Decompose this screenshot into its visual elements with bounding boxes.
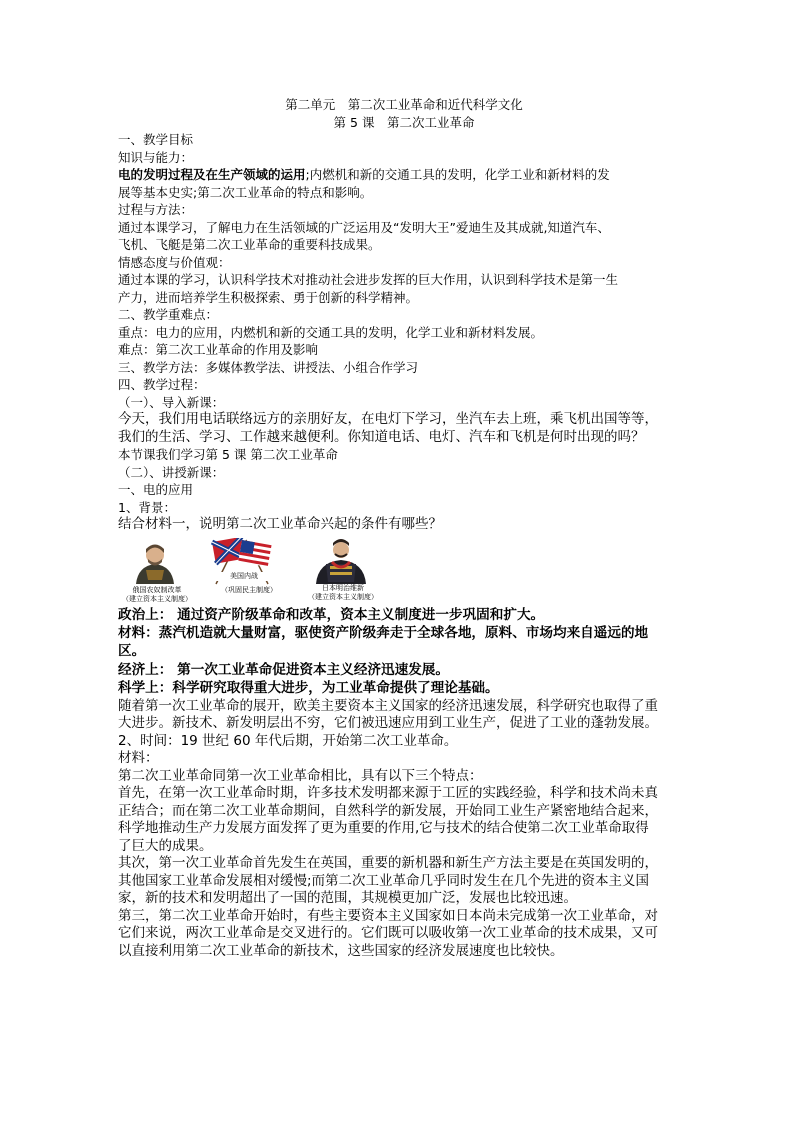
bold-paragraph-line: 材料：蒸汽机造就大量财富，驱使资产阶级奔走于全球各地，原料、市场均来自遥远的地 — [118, 624, 649, 641]
meiji-emperor-portrait — [314, 532, 368, 584]
paragraph-line: 今天，我们用电话联络远方的亲朋好友，在电灯下学习，坐汽车去上班，乘飞机出国等等， — [118, 411, 658, 427]
paragraph-line: 难点：第二次工业革命的作用及影响 — [118, 342, 319, 357]
section-heading: 三、教学方法：多媒体教学法、讲授法、小组合作学习 — [118, 359, 419, 375]
paragraph-line: 了巨大的成果。 — [118, 837, 213, 854]
paragraph-line: 通过本课的学习，认识科学技术对推动社会进步发挥的巨大作用，认识到科学技术是第一生 — [118, 272, 619, 287]
bold-phrase: 电的发明过程及在生产领域的运用 — [118, 167, 306, 182]
paragraph-line: 它们来说，两次工业革命是交叉进行的。它们既可以吸收第一次工业革命的技术成果，又可 — [118, 925, 658, 942]
paragraph-line: 材料： — [118, 750, 159, 767]
history-images — [118, 538, 680, 626]
document-page — [118, 96, 680, 960]
paragraph-line: 家，新的技术和发明超出了一国的范围，其规模更加广泛，发展也比较迅速。 — [118, 890, 577, 907]
subheading: 过程与方法： — [118, 202, 194, 217]
paragraph-line: 展等基本史实;第二次工业革命的特点和影响。 — [118, 184, 373, 200]
paragraph-line: 第二次工业革命同第一次工业革命相比，具有以下三个特点： — [118, 767, 483, 784]
caption-right-line2: （建立资本主义制度） — [308, 592, 378, 601]
section-heading: 四、教学过程： — [118, 377, 206, 392]
paragraph-line: 科学地推动生产力发展方面发挥了更为重要的作用,它与技术的结合使第二次工业革命取得 — [118, 820, 649, 837]
bold-paragraph-line: 政治上： 通过资产阶级革命和改革，资本主义制度进一步巩固和扩大。 — [118, 606, 545, 623]
section-heading: 一、教学目标 — [118, 132, 194, 147]
section-heading: 一、电的应用 — [118, 482, 194, 497]
paragraph-line: 我们的生活、学习、工作越来越便利。你知道电话、电灯、汽车和飞机是何时出现的吗？ — [118, 428, 645, 445]
subheading: 1、背景： — [118, 499, 176, 515]
normal-phrase: ;内燃机和新的交通工具的发明，化学工业和新材料的发 — [305, 167, 610, 182]
lesson-title: 第 5 课 第二次工业革命 — [333, 114, 475, 130]
caption-middle — [214, 572, 274, 581]
paragraph-line — [118, 166, 680, 184]
caption-right-line1: 日本明治维新 — [322, 583, 364, 592]
russian-emperor-portrait — [132, 540, 178, 584]
caption-right — [308, 584, 378, 602]
subheading: 知识与能力： — [118, 149, 194, 165]
caption-left-line1: 俄国农奴制改革 — [132, 585, 182, 594]
paragraph-line: 首先，在第一次工业革命时期，许多技术发明都来源于工匠的实践经验，科学和技术尚未真 — [118, 785, 658, 802]
subheading: 情感态度与价值观： — [118, 254, 231, 270]
paragraph-line: 随着第一次工业革命的展开，欧美主要资本主义国家的经济迅速发展，科学研究也取得了重 — [118, 697, 658, 714]
section-heading: 二、教学重难点： — [118, 307, 219, 322]
bold-paragraph-line: 区。 — [118, 643, 146, 660]
bold-paragraph-line: 经济上： 第一次工业革命促进资本主义经济迅速发展。 — [118, 661, 449, 678]
paragraph-line: 重点：电力的应用，内燃机和新的交通工具的发明，化学工业和新材料发展。 — [118, 324, 544, 340]
paragraph-line: 本节课我们学习第 5 课 第二次工业革命 — [118, 447, 338, 462]
caption-left-line2: （建立资本主义制度） — [122, 594, 192, 603]
subheading: （一）、导入新课： — [118, 394, 225, 410]
subheading: （二）、讲授新课： — [118, 464, 225, 480]
caption-middle-line1: 美国内战 — [230, 571, 258, 580]
paragraph-line: 正结合；而在第二次工业革命期间，自然科学的新发展，开始同工业生产紧密地结合起来， — [118, 802, 658, 819]
caption-left — [122, 586, 192, 604]
paragraph-line: 大进步。新技术、新发明层出不穷，它们被迅速应用到工业生产，促进了工业的蓬勃发展。 — [118, 715, 658, 732]
caption-middle-sub — [214, 586, 284, 595]
unit-title: 第二单元 第二次工业革命和近代科学文化 — [285, 97, 523, 112]
paragraph-line: 2、时间：19 世纪 60 年代后期，开始第二次工业革命。 — [118, 732, 458, 749]
paragraph-line: 产力，进而培养学生积极探索、勇于创新的科学精神。 — [118, 289, 419, 305]
bold-paragraph-line: 科学上：科学研究取得重大进步，为工业革命提供了理论基础。 — [118, 680, 499, 697]
paragraph-line: 飞机、飞艇是第二次工业革命的重要科技成果。 — [118, 237, 381, 252]
paragraph-line: 其次，第一次工业革命首先发生在英国，重要的新机器和新生产方法主要是在英国发明的， — [118, 855, 658, 872]
paragraph-line: 以直接利用第二次工业革命的新技术，这些国家的经济发展速度也比较快。 — [118, 942, 564, 959]
question-line: 结合材料一，说明第二次工业革命兴起的条件有哪些？ — [118, 516, 442, 532]
paragraph-line: 其他国家工业革命发展相对缓慢;而第二次工业革命几乎同时发生在几个先进的资本主义国 — [118, 872, 650, 889]
paragraph-line: 第三，第二次工业革命开始时，有些主要资本主义国家如日本尚未完成第一次工业革命，对 — [118, 907, 658, 924]
caption-middle-line2: （巩固民主制度） — [221, 585, 277, 594]
paragraph-line: 通过本课学习，了解电力在生活领域的广泛运用及“发明大王”爱迪生及其成就,知道汽车、 — [118, 219, 610, 235]
